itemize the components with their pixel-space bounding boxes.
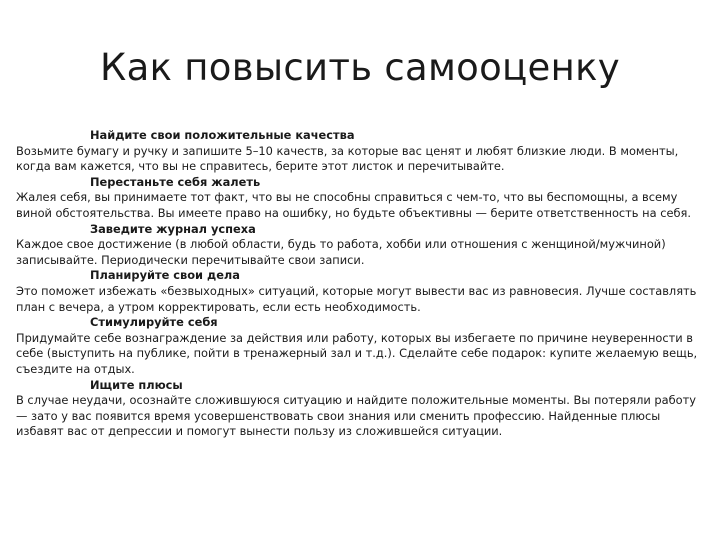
section-heading: Ищите плюсы: [90, 377, 183, 392]
section-positive-qualities: [16, 128, 706, 175]
section-text: Возьмите бумагу и ручку и запишите 5–10 качеств, за которые вас ценят и любят близкие люди. В моменты, когда вам кажется, что вы не справитесь, берите этот листок и перечитывайте.: [16, 143, 679, 174]
section-find-positives: [16, 378, 706, 440]
section-success-journal: [16, 222, 706, 269]
section-text: Это поможет избежать «безвыходных» ситуаций, которые могут вывести вас из равновесия. Лучше составлять план с вечера, а утром корректировать, если есть необходимость.: [16, 283, 697, 314]
section-heading: Найдите свои положительные качества: [90, 128, 355, 142]
section-text: В случае неудачи, осознайте сложившуюся ситуацию и найдите положительные моменты. Вы потеряли работу — зато у вас появится время усовершенствовать свои знания или сменить профессию. Найденные плюсы избавят вас от депрессии и помогут вынести пользу из сложившейся ситуации.: [16, 393, 696, 439]
section-heading: Планируйте свои дела: [90, 268, 240, 283]
slide-body: [16, 128, 706, 440]
section-heading: Перестаньте себя жалеть: [90, 174, 261, 189]
section-heading: Стимулируйте себя: [90, 315, 218, 330]
section-heading: Заведите журнал успеха: [90, 221, 256, 236]
section-text: Придумайте себе вознаграждение за действия или работу, которых вы избегаете по причине неуверенности в себе (выступить на публике, пойти в тренажерный зал и т.д.). Сделайте себе подарок: купите желаемую вещь, съездите на отдых.: [16, 330, 698, 376]
section-stop-self-pity: [16, 175, 706, 222]
section-text: Каждое свое достижение (в любой области, будь то работа, хобби или отношения с женщиной/мужчиной) записывайте. Периодически перечитывайте свои записи.: [16, 237, 666, 267]
section-text: Жалея себя, вы принимаете тот факт, что вы не способны справиться с чем-то, что вы беспомощны, а всему виной обстоятельства. Вы имеете право на ошибку, но будьте объективны — берите ответственность на себя.: [16, 190, 691, 220]
section-motivate-yourself: [16, 315, 706, 377]
section-plan-tasks: [16, 268, 706, 315]
slide-title: Как повысить самооценку: [100, 46, 620, 89]
